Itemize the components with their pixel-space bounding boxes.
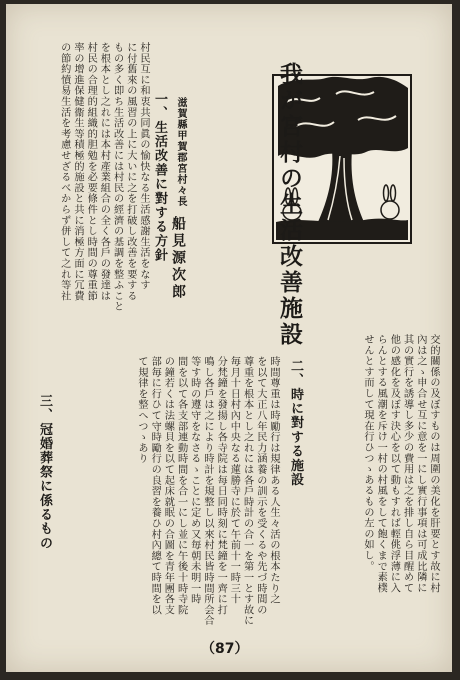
- text-line: 鳴し各戶は之により時計を規整し以來村民皆時間所会合: [201, 356, 213, 626]
- text-line: 尊重を根本とし之れには各戶時計の合一を第一とす故に: [241, 356, 253, 626]
- text-line: の節約憤易生活を考慮せざるべからず併して之れ等社: [58, 42, 70, 302]
- text-line: 內は之ゝ申合せ互に意を一にし實行事項は可成比隣に: [414, 334, 426, 594]
- paragraph-time-policy: [135, 356, 280, 626]
- text-line: 率の增進保健衞生等積極的施設と共に消極方面に冗費: [71, 42, 83, 302]
- text-line: 時間尊重は時勵行は規律ある人生々活の根本たり之: [268, 356, 279, 605]
- text-line: 其の實行を誘導し多少の費用は之を排し自ら目醒めて: [401, 334, 413, 594]
- book-page: [6, 4, 452, 672]
- text-line: 分梵鐘を發揚し各寺院は每日同時刻に梵鐘を一齊に打: [215, 356, 227, 616]
- article-title: 我が宮村の生活改善施設: [276, 62, 303, 348]
- section-heading-time: 二、時に對する施設: [288, 359, 303, 487]
- paragraph-left-upper: [58, 42, 150, 312]
- text-line: 毎月十日村內中央なる蓮勝寺に於て午前十一時三十: [228, 356, 240, 605]
- paragraph-right-upper: [361, 334, 440, 593]
- text-line: 村民の合理的組織的胆勉を必要條件とし時間の尊重節: [85, 42, 97, 302]
- page-number: （87）: [201, 641, 249, 657]
- text-line: 交的關係の及ぼすものは周圍の美化を肝要とす故に村: [428, 334, 439, 594]
- text-line: もの多く即ち生活改善には村民の經濟の基調を整ふこと: [111, 42, 123, 312]
- author-affiliation: 滋賀縣甲賀郡宮村々長: [175, 97, 186, 207]
- text-line: 部毎に行ひて守時勵行の良習を養ひ村內總て時間を以: [149, 356, 161, 616]
- text-line: 他の感化を及ぼす決心を以て動もすれば輕佻浮薄に入: [388, 334, 400, 594]
- text-line: て規律を整へつゝあり: [135, 356, 147, 464]
- text-line: せんとす而して現在行ひつゝあるもの左の如し。: [361, 334, 373, 572]
- text-line: を根本とし之れには本村產業組合の全く各戶の發達は: [98, 42, 110, 302]
- author-name: 船見源次郎: [170, 216, 186, 301]
- text-line: らんとする風潮を斥け一村の村風をして飽くまで素樸: [375, 334, 387, 594]
- text-line: 村民互に和衷共同眞の愉快なる生活感謝生活をなす: [138, 42, 149, 291]
- text-line: に付舊來の風習の上に大いに之を打破し改善を要する: [124, 42, 136, 302]
- section-heading-policy: 一、生活改善に對する方針: [152, 92, 167, 263]
- text-line: の鐘若くは法螺貝を以て起床就眠の合圖を青年團各支: [162, 356, 174, 616]
- text-line: 等す時の遵守をなさるゝことに定め又毎朝未明一時: [188, 356, 200, 605]
- text-line: 間を以て各支部連動時間を合一にし並に午後十時寺院: [175, 356, 187, 616]
- text-line: を以て大正八年民力涵養の訓示を受くるや先づ時間の: [254, 356, 266, 616]
- section-heading-ceremonies: 三、冠婚葬祭に係るもの: [37, 394, 52, 551]
